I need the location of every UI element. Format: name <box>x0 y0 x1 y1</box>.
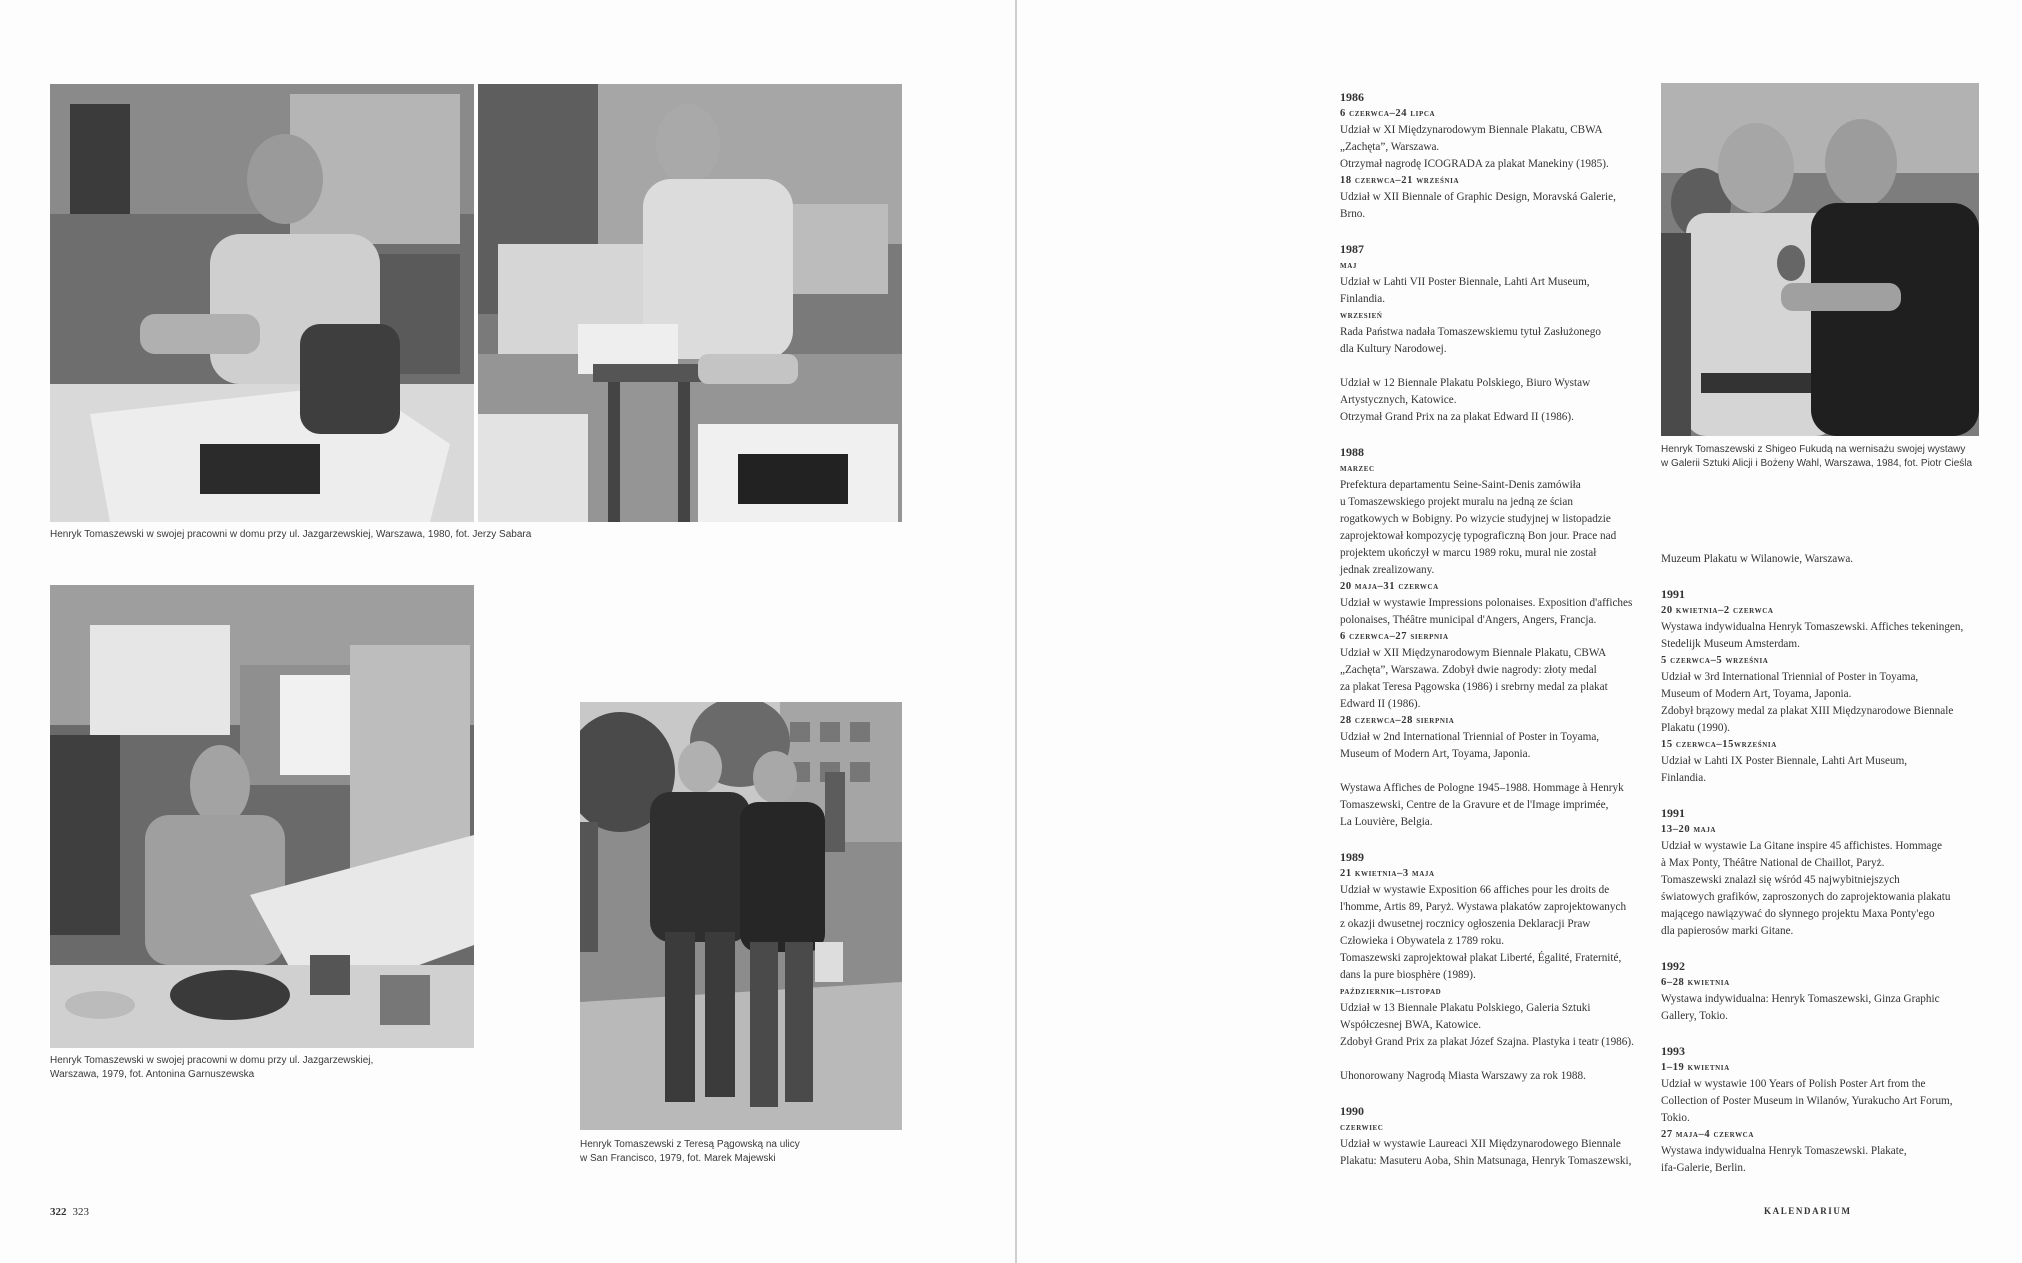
spacer <box>1340 426 1640 443</box>
page-numbers <box>50 1206 89 1218</box>
calendar-text: projektem ukończył w marcu 1989 roku, mural nie został <box>1340 547 1597 559</box>
calendar-text: Wystawa Affiches de Pologne 1945–1988. Hommage à Henryk <box>1340 782 1624 794</box>
calendar-column-2 <box>1661 551 1991 1177</box>
calendar-text: Wystawa indywidualna Henryk Tomaszewski. Plakate, <box>1661 1145 1907 1157</box>
calendar-text: z okazji dwusetnej rocznicy ogłoszenia Deklaracji Praw <box>1340 918 1591 930</box>
calendar-date: czerwiec <box>1340 1122 1384 1133</box>
calendar-text: Finlandia. <box>1661 772 1707 784</box>
calendar-text: Człowieka i Obywatela z 1789 roku. <box>1340 935 1505 947</box>
calendar-date: 6 czerwca–24 lipca <box>1340 108 1436 119</box>
calendar-text: Rada Państwa nadała Tomaszewskiemu tytuł Zasłużonego <box>1340 326 1601 338</box>
calendar-year: 1993 <box>1661 1044 1685 1058</box>
calendar-text: Udział w XI Międzynarodowym Biennale Plakatu, CBWA <box>1340 124 1603 136</box>
calendar-year: 1991 <box>1661 587 1685 601</box>
calendar-text: Museum of Modern Art, Toyama, Japonia. <box>1661 688 1852 700</box>
caption-photo-4-line2: w San Francisco, 1979, fot. Marek Majewski <box>580 1153 776 1164</box>
calendar-text: Prefektura departamentu Seine-Saint-Denis zamówiła <box>1340 479 1581 491</box>
calendar-date: wrzesień <box>1340 310 1383 321</box>
running-head: KALENDARIUM <box>1764 1206 1852 1216</box>
caption-fukuda-line1: Henryk Tomaszewski z Shigeo Fukudą na wernisażu swojej wystawy <box>1661 444 1966 455</box>
folio-left: 322 <box>50 1206 67 1218</box>
calendar-year: 1992 <box>1661 959 1685 973</box>
calendar-text: światowych grafików, zaproszonych do zaprojektowania plakatu <box>1661 891 1951 903</box>
calendar-text: Uhonorowany Nagrodą Miasta Warszawy za rok 1988. <box>1340 1070 1586 1082</box>
calendar-text: Stedelijk Museum Amsterdam. <box>1661 638 1800 650</box>
calendar-text: Collection of Poster Museum in Wilanów, Yurakucho Art Forum, <box>1661 1095 1953 1107</box>
spacer <box>1340 358 1640 375</box>
calendar-text: Udział w wystawie 100 Years of Polish Poster Art from the <box>1661 1078 1926 1090</box>
calendar-text: l'homme, Artis 89, Paryż. Wystawa plakatów zaprojektowanych <box>1340 901 1627 913</box>
calendar-date: 18 czerwca–21 września <box>1340 175 1460 186</box>
calendar-text: za plakat Teresa Pągowska (1986) i srebrny medal za plakat <box>1340 681 1608 693</box>
calendar-text: Udział w wystawie Exposition 66 affiches pour les droits de <box>1340 884 1610 896</box>
calendar-text: ifa-Galerie, Berlin. <box>1661 1162 1746 1174</box>
calendar-text: mającego nawiązywać do słynnego projektu Maxa Ponty'ego <box>1661 908 1935 920</box>
calendar-text: Wystawa indywidualna: Henryk Tomaszewski, Ginza Graphic <box>1661 993 1940 1005</box>
calendar-text: Otrzymał nagrodę ICOGRADA za plakat Manekiny (1985). <box>1340 158 1609 170</box>
calendar-year: 1988 <box>1340 445 1364 459</box>
calendar-text: Otrzymał Grand Prix na za plakat Edward II (1986). <box>1340 411 1574 423</box>
calendar-date: październik–listopad <box>1340 986 1442 997</box>
caption-photo-3-line1: Henryk Tomaszewski w swojej pracowni w domu przy ul. Jazgarzewskiej, <box>50 1055 374 1066</box>
spacer <box>1340 1085 1640 1102</box>
calendar-text: Udział w wystawie Laureaci XII Międzynarodowego Biennale <box>1340 1138 1621 1150</box>
calendar-text: „Zachęta”, Warszawa. <box>1340 141 1440 153</box>
caption-photo-4-line1: Henryk Tomaszewski z Teresą Pągowską na ulicy <box>580 1139 800 1150</box>
calendar-date: 20 maja–31 czerwca <box>1340 581 1439 592</box>
calendar-date: 20 kwietnia–2 czerwca <box>1661 605 1774 616</box>
calendar-text: Udział w 2nd International Triennial of Poster in Toyama, <box>1340 731 1600 743</box>
photo-fukuda-vernissage <box>1661 83 1979 436</box>
calendar-date: 6 czerwca–27 sierpnia <box>1340 631 1449 642</box>
calendar-text: Tokio. <box>1661 1112 1690 1124</box>
calendar-year: 1989 <box>1340 850 1364 864</box>
calendar-text: Plakatu: Masuteru Aoba, Shin Matsunaga, Henryk Tomaszewski, <box>1340 1155 1632 1167</box>
spacer <box>1661 940 1991 957</box>
calendar-year: 1987 <box>1340 242 1364 256</box>
photo-studio-crouching <box>50 84 474 522</box>
folio-right: 323 <box>72 1206 89 1218</box>
calendar-column-1 <box>1340 88 1640 1170</box>
calendar-text: Udział w XII Biennale of Graphic Design, Moravská Galerie, <box>1340 191 1616 203</box>
calendar-text: Zdobył Grand Prix za plakat Józef Szajna. Plastyka i teatr (1986). <box>1340 1036 1634 1048</box>
photo-san-francisco-street <box>580 702 902 1130</box>
calendar-date: 15 czerwca–15września <box>1661 739 1777 750</box>
caption-photo-3-line2: Warszawa, 1979, fot. Antonina Garnuszewska <box>50 1069 255 1080</box>
calendar-text: dla Kultury Narodowej. <box>1340 343 1447 355</box>
calendar-date: maj <box>1340 260 1357 271</box>
calendar-text: Artystycznych, Katowice. <box>1340 394 1457 406</box>
calendar-text: Udział w Lahti IX Poster Biennale, Lahti Art Museum, <box>1661 755 1908 767</box>
calendar-text: La Louvière, Belgia. <box>1340 816 1433 828</box>
calendar-text: Tomaszewski, Centre de la Gravure et de l'Image imprimée, <box>1340 799 1609 811</box>
calendar-text: dla papierosów marki Gitane. <box>1661 925 1794 937</box>
calendar-text: Udział w wystawie La Gitane inspire 45 affichistes. Hommage <box>1661 840 1942 852</box>
calendar-text: Gallery, Tokio. <box>1661 1010 1728 1022</box>
calendar-date: 28 czerwca–28 sierpnia <box>1340 715 1455 726</box>
calendar-text: Edward II (1986). <box>1340 698 1421 710</box>
calendar-text: Wystawa indywidualna Henryk Tomaszewski. Affiches tekeningen, <box>1661 621 1964 633</box>
calendar-date: 6–28 kwietnia <box>1661 977 1730 988</box>
calendar-date: 27 maja–4 czerwca <box>1661 1129 1754 1140</box>
calendar-text: Współczesnej BWA, Katowice. <box>1340 1019 1482 1031</box>
caption-photo-1-2: Henryk Tomaszewski w swojej pracowni w domu przy ul. Jazgarzewskiej, Warszawa, 1980, fot. Jerzy Sabara <box>50 529 532 540</box>
calendar-year: 1991 <box>1661 806 1685 820</box>
spacer <box>1661 787 1991 804</box>
calendar-text: Zdobył brązowy medal za plakat XIII Międzynarodowe Biennale <box>1661 705 1954 717</box>
calendar-text: dans la pure biosphère (1989). <box>1340 969 1476 981</box>
calendar-text: Museum of Modern Art, Toyama, Japonia. <box>1340 748 1531 760</box>
calendar-year: 1986 <box>1340 90 1364 104</box>
calendar-date: 13–20 maja <box>1661 824 1717 835</box>
calendar-text: „Zachęta”, Warszawa. Zdobył dwie nagrody: złoty medal <box>1340 664 1597 676</box>
calendar-text: Muzeum Plakatu w Wilanowie, Warszawa. <box>1661 553 1854 565</box>
calendar-year: 1990 <box>1340 1104 1364 1118</box>
calendar-text: Udział w 3rd International Triennial of Poster in Toyama, <box>1661 671 1919 683</box>
calendar-date: 21 kwietnia–3 maja <box>1340 868 1435 879</box>
photo-studio-stool <box>478 84 902 522</box>
calendar-date: 5 czerwca–5 września <box>1661 655 1769 666</box>
calendar-text: Udział w 12 Biennale Plakatu Polskiego, Biuro Wystaw <box>1340 377 1591 389</box>
spacer <box>1340 831 1640 848</box>
photo-studio-desk <box>50 585 474 1048</box>
spacer <box>1340 763 1640 780</box>
calendar-date: marzec <box>1340 463 1375 474</box>
calendar-text: Tomaszewski zaprojektował plakat Liberté, Égalité, Fraternité, <box>1340 952 1622 964</box>
calendar-text: polonaises, Théâtre municipal d'Angers, Angers, Francja. <box>1340 614 1597 626</box>
right-page <box>1017 0 2022 1263</box>
calendar-text: Udział w wystawie Impressions polonaises. Exposition d'affiches <box>1340 597 1633 609</box>
calendar-text: Tomaszewski znalazł się wśród 45 najwybitniejszych <box>1661 874 1900 886</box>
calendar-text: à Max Ponty, Théâtre National de Chaillot, Paryż. <box>1661 857 1885 869</box>
calendar-text: Finlandia. <box>1340 293 1386 305</box>
calendar-text: zaprojektował kompozycję typograficzną Bon jour. Prace nad <box>1340 530 1617 542</box>
calendar-text: u Tomaszewskiego projekt muralu na jedną ze ścian <box>1340 496 1573 508</box>
spacer <box>1340 223 1640 240</box>
calendar-text: Brno. <box>1340 208 1366 220</box>
calendar-text: Udział w XII Międzynarodowym Biennale Plakatu, CBWA <box>1340 647 1607 659</box>
spacer <box>1661 1025 1991 1042</box>
calendar-date: 1–19 kwietnia <box>1661 1062 1730 1073</box>
spacer <box>1661 568 1991 585</box>
calendar-text: Plakatu (1990). <box>1661 722 1730 734</box>
caption-fukuda-line2: w Galerii Sztuki Alicji i Bożeny Wahl, Warszawa, 1984, fot. Piotr Cieśla <box>1661 458 1973 469</box>
spacer <box>1340 1051 1640 1068</box>
calendar-text: rogatkowych w Bobigny. Po wizycie studyjnej w listopadzie <box>1340 513 1611 525</box>
calendar-text: jednak zrealizowany. <box>1340 564 1435 576</box>
calendar-text: Udział w Lahti VII Poster Biennale, Lahti Art Museum, <box>1340 276 1590 288</box>
calendar-text: Udział w 13 Biennale Plakatu Polskiego, Galeria Sztuki <box>1340 1002 1591 1014</box>
